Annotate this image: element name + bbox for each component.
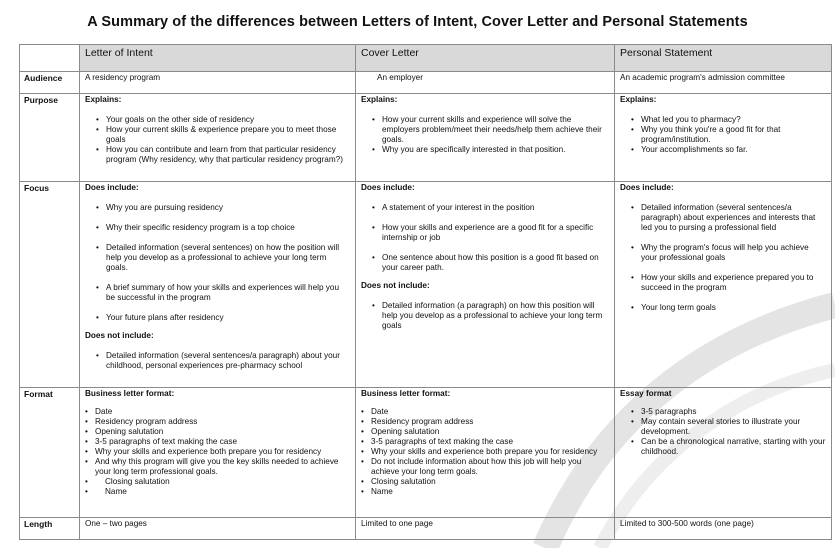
format-ps — [615, 388, 832, 518]
list-item: • May contain several stories to illustrate your development. — [620, 417, 826, 437]
audience-row — [20, 72, 832, 94]
focus-loi — [80, 182, 356, 388]
format-ps-heading: Essay format — [620, 389, 672, 398]
format-cover — [356, 388, 615, 518]
row-label-focus: Focus — [20, 182, 80, 388]
list-item: • Detailed information (several sentences/a paragraph) about experiences and interests that led you to pursing a professional field — [620, 203, 826, 233]
audience-cover — [356, 72, 615, 94]
format-cover-heading: Business letter format: — [361, 389, 451, 398]
row-label-format: Format — [20, 388, 80, 518]
list-item: • How your skills and experience are a good fit for a specific internship or job — [361, 223, 609, 243]
list-item: • How your current skills and experience will solve the employers problem/meet their needs/help them achieve their goals. — [361, 115, 609, 145]
length-loi: One – two pages — [80, 518, 356, 540]
sub-list-item: • Why your skills and experience both prepare you for residency — [361, 447, 609, 457]
list-item: • Opening salutation — [361, 427, 609, 437]
list-item: • Name — [361, 487, 609, 497]
sub-list-item: • Do not include information about how this job will help you achieve your long term goals. — [361, 457, 609, 477]
list-item: • Detailed information (several sentences/a paragraph) about your childhood, personal experiences pre-pharmacy school — [85, 351, 350, 371]
list-item: • Name — [85, 487, 350, 497]
list-item: • Residency program address — [85, 417, 350, 427]
sub-list-item: • Why your skills and experience both prepare you for residency — [85, 447, 350, 457]
list-item: • One sentence about how this position is a good fit based on your career path. — [361, 253, 609, 273]
format-loi-heading: Business letter format: — [85, 389, 175, 398]
row-label-purpose: Purpose — [20, 94, 80, 182]
list-item: • Why you are pursuing residency — [85, 203, 350, 213]
corner-cell — [20, 45, 80, 72]
list-item: • What led you to pharmacy? — [620, 115, 826, 125]
list-item: • 3-5 paragraphs — [620, 407, 826, 417]
length-row — [20, 518, 832, 540]
length-cover: Limited to one page — [356, 518, 615, 540]
length-ps: Limited to 300-500 words (one page) — [615, 518, 832, 540]
purpose-cover — [356, 94, 615, 182]
col-header-letter-of-intent: Letter of Intent — [80, 45, 356, 72]
format-row — [20, 388, 832, 518]
list-item: • Residency program address — [361, 417, 609, 427]
focus-loi-include-heading: Does include: — [85, 183, 139, 192]
list-item: • 3-5 paragraphs of text making the case — [361, 437, 609, 447]
row-label-audience: Audience — [20, 72, 80, 94]
col-header-personal-statement: Personal Statement — [615, 45, 832, 72]
list-item: • Your future plans after residency — [85, 313, 350, 323]
purpose-ps — [615, 94, 832, 182]
audience-loi: A residency program — [80, 72, 356, 94]
focus-loi-exclude-heading: Does not include: — [85, 331, 154, 340]
list-item: • Your goals on the other side of residency — [85, 115, 350, 125]
list-item: • Opening salutation — [85, 427, 350, 437]
purpose-row — [20, 94, 832, 182]
list-item: • Detailed information (a paragraph) on how this position will help you develop as a professional to achieve your long term goals — [361, 301, 609, 331]
list-item: • Detailed information (several sentences) on how the position will help you develop as a professional to achieve your long term goals. — [85, 243, 350, 273]
purpose-cover-heading: Explains: — [361, 95, 398, 104]
list-item: • Your accomplishments so far. — [620, 145, 826, 155]
list-item: • Date — [361, 407, 609, 417]
col-header-cover-letter: Cover Letter — [356, 45, 615, 72]
list-item: • Closing salutation — [85, 477, 350, 487]
list-item: • A statement of your interest in the position — [361, 203, 609, 213]
list-item: • How your current skills & experience prepare you to meet those goals — [85, 125, 350, 145]
sub-list-item: • And why this program will give you the key skills needed to achieve your long term professional goals. — [85, 457, 350, 477]
focus-ps-include-heading: Does include: — [620, 183, 674, 192]
row-label-length: Length — [20, 518, 80, 540]
list-item: • Date — [85, 407, 350, 417]
list-item: • Why their specific residency program is a top choice — [85, 223, 350, 233]
list-item: • 3-5 paragraphs of text making the case — [85, 437, 350, 447]
focus-cover-exclude-heading: Does not include: — [361, 281, 430, 290]
focus-row — [20, 182, 832, 388]
list-item: • Why you think you're a good fit for that program/institution. — [620, 125, 826, 145]
list-item: • How you can contribute and learn from that particular residency program (Why residency, why that particular residency program?) — [85, 145, 350, 165]
list-item: • Your long term goals — [620, 303, 826, 313]
list-item: • Why you are specifically interested in that position. — [361, 145, 609, 155]
audience-ps: An academic program's admission committee — [615, 72, 832, 94]
focus-cover — [356, 182, 615, 388]
audience-cover-text: An employer — [377, 73, 423, 82]
list-item: • A brief summary of how your skills and experiences will help you be successful in the program — [85, 283, 350, 303]
purpose-loi-heading: Explains: — [85, 95, 122, 104]
focus-ps — [615, 182, 832, 388]
list-item: • Can be a chronological narrative, starting with your childhood. — [620, 437, 826, 457]
format-loi — [80, 388, 356, 518]
purpose-loi — [80, 94, 356, 182]
list-item: • How your skills and experience prepared you to succeed in the program — [620, 273, 826, 293]
summary-table — [19, 44, 832, 540]
focus-cover-include-heading: Does include: — [361, 183, 415, 192]
purpose-ps-heading: Explains: — [620, 95, 657, 104]
list-item: • Why the program's focus will help you achieve your professional goals — [620, 243, 826, 263]
list-item: • Closing salutation — [361, 477, 609, 487]
header-row — [20, 45, 832, 72]
page-title: A Summary of the differences between Letters of Intent, Cover Letter and Personal Statements — [87, 14, 748, 30]
